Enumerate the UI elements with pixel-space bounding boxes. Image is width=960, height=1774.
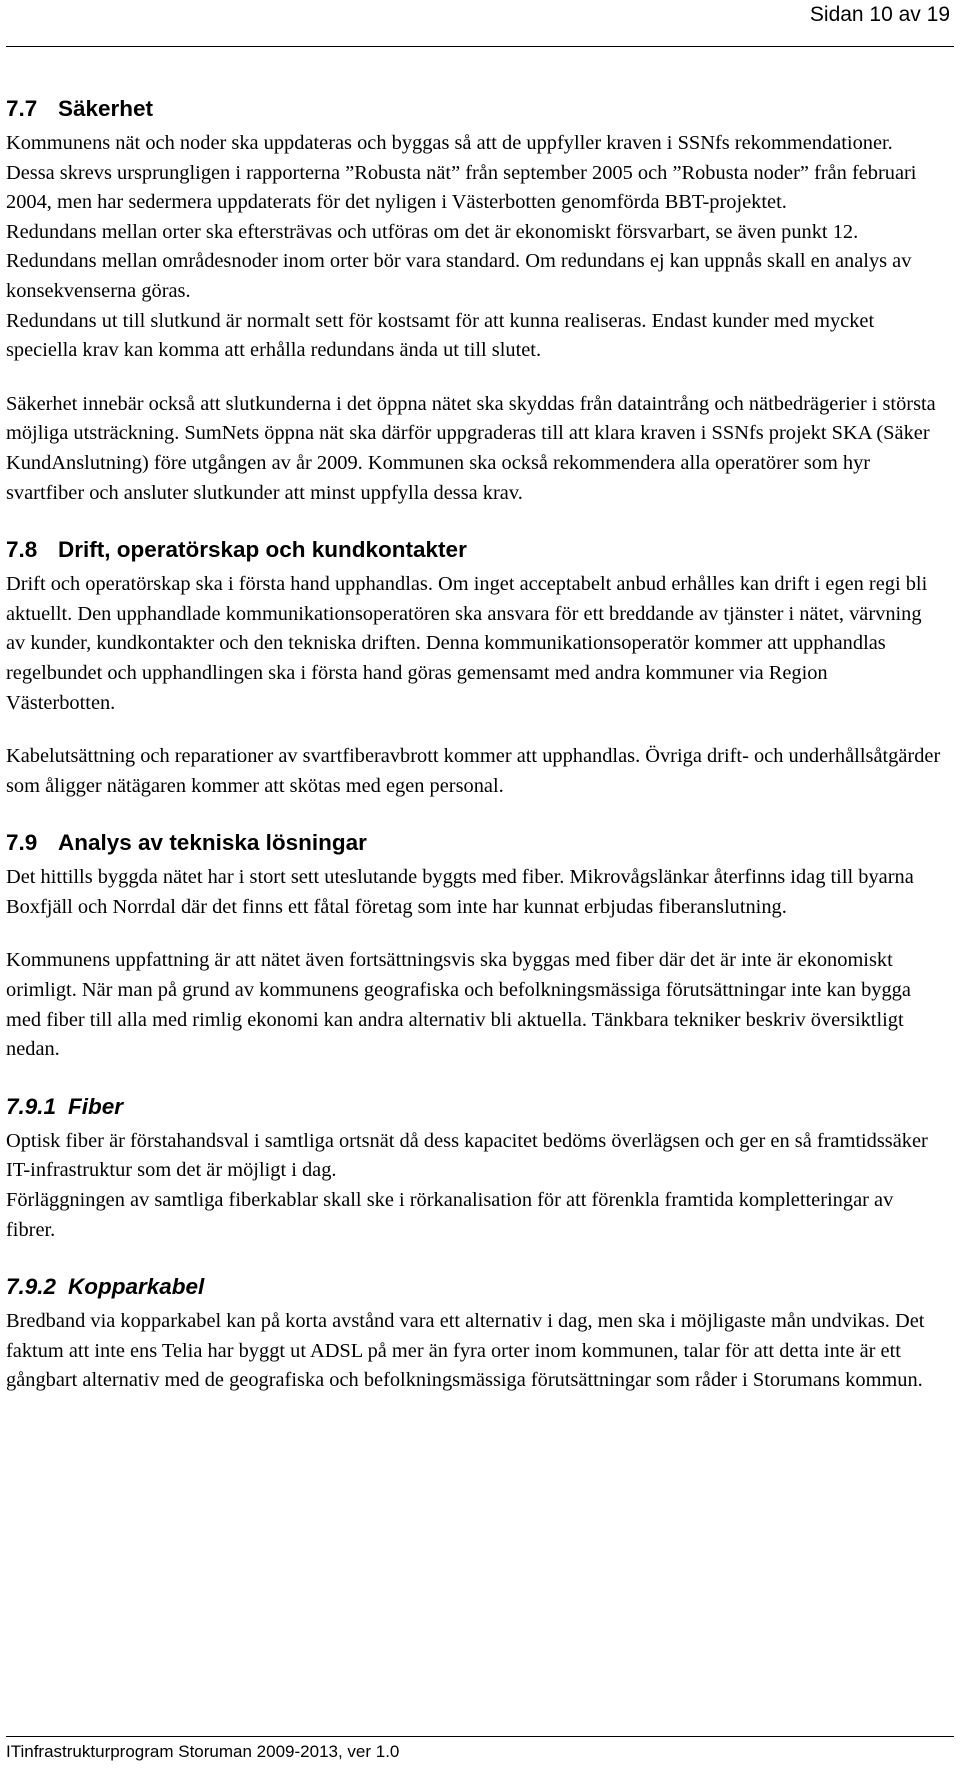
page-footer [0,1736,960,1774]
paragraph: Förläggningen av samtliga fiberkablar skall ske i rörkanalisation för att förenkla framtida kompletteringar av fibrer. [6,1189,894,1241]
paragraph: Drift och operatörskap ska i första hand upphandlas. Om inget acceptabelt anbud erhålles kan drift i egen regi bli aktuellt. Den upphandlade kommunikationsoperatören ska ansvara för ett breddande av tjänster i nätet, värvning av kunder, kundkontakter och den tekniska driften. Denna kommunikationsoperatör kommer att upphandlas regelbundet och upphandlingen ska i första hand göras gemensamt med andra kommuner via Region Västerbotten. [6,573,928,714]
footer-text: ITinfrastrukturprogram Storuman 2009-2013, ver 1.0 [6,1742,400,1761]
paragraph: Kommunens uppfattning är att nätet även fortsättningsvis ska byggas med fiber där det är inte är ekonomiskt orimligt. När man på grund av kommunens geografiska och befolkningsmässiga förutsättningar inte kan bygga med fiber till alla med rimlig ekonomi kan andra alternativ bli aktuella. Tänkbara tekniker beskriv översiktligt nedan. [6,949,911,1061]
subsection-heading-7-9-2 [6,1267,941,1307]
footer-divider [6,1736,954,1737]
paragraph: Säkerhet innebär också att slutkunderna i det öppna nätet ska skyddas från dataintrång och nätbedrägerier i största möjliga utsträckning. SumNets öppna nät ska därför uppgraderas till att klara kraven i SSNfs projekt SKA (Säker KundAnslutning) före utgången av år 2009. Kommunen ska också rekommendera alla operatörer som hyr svartfiber och ansluter slutkunder att minst uppfylla dessa krav. [6,392,936,504]
subsection-title: Kopparkabel [68,1274,205,1300]
paragraph: Kabelutsättning och reparationer av svartfiberavbrott kommer att upphandlas. Övriga drift- och underhållsåtgärder som åligger nätägaren kommer att skötas med egen personal. [6,745,941,797]
paragraph: Det hittills byggda nätet har i stort sett uteslutande byggts med fiber. Mikrovågslänkar återfinns idag till byarna Boxfjäll och Norrdal där det finns ett fåtal företag som inte har kunnat erbjudas fiberanslutning. [6,866,914,918]
page-number: Sidan 10 av 19 [809,3,950,26]
section-number: 7.8 [6,537,38,563]
section-number: 7.7 [6,96,38,121]
header-divider [6,46,954,47]
section-title: Säkerhet [58,96,154,121]
page-header [0,0,960,48]
subsection-number: 7.9.2 [6,1274,57,1300]
subsection-number: 7.9.1 [6,1093,57,1119]
paragraph: Redundans mellan områdesnoder inom orter bör vara standard. Om redundans ej kan uppnås skall en analys av konsekvenserna göras. [6,250,912,302]
section-title: Drift, operatörskap och kundkontakter [58,537,467,563]
paragraph: Redundans ut till slutkund är normalt sett för kostsamt för att kunna realiseras. Endast kunder med mycket speciella krav kan komma att erhålla redundans ända ut till slutet. [6,309,875,362]
paragraph: Optisk fiber är förstahandsval i samtliga ortsnät då dess kapacitet bedöms överlägsen och ger en så framtidssäker IT-infrastruktur som det är möjligt i dag. [6,1129,928,1182]
document-body [6,89,941,1396]
section-heading-7-9 [6,823,941,863]
subsection-title: Fiber [68,1093,124,1119]
paragraph: Bredband via kopparkabel kan på korta avstånd vara ett alternativ i dag, men ska i möjligaste mån undvikas. Det faktum att inte ens Telia har byggt ut ADSL på mer än fyra orter inom kommunen, talar för att detta inte är ett gångbart alternativ med de geografiska och befolkningsmässiga förutsättningar som råder i Storumans kommun. [6,1310,925,1392]
paragraph: Kommunens nät och noder ska uppdateras och byggas så att de uppfyller kraven i SSNfs rekommendationer. Dessa skrevs ursprungligen i rapporterna ”Robusta nät” från september 2005 och ”Robusta noder” från februari 2004, men har sedermera uppdaterats för det nyligen i Västerbotten genomförda BBT-projektet. [6,132,917,214]
section-number: 7.9 [6,830,38,856]
section-title: Analys av tekniska lösningar [58,830,367,856]
paragraph: Redundans mellan orter ska eftersträvas och utföras om det är ekonomiskt försvarbart, se även punkt 12. [6,220,859,243]
section-heading-7-7 [6,89,941,129]
section-heading-7-8 [6,530,941,570]
subsection-heading-7-9-1 [6,1087,941,1127]
